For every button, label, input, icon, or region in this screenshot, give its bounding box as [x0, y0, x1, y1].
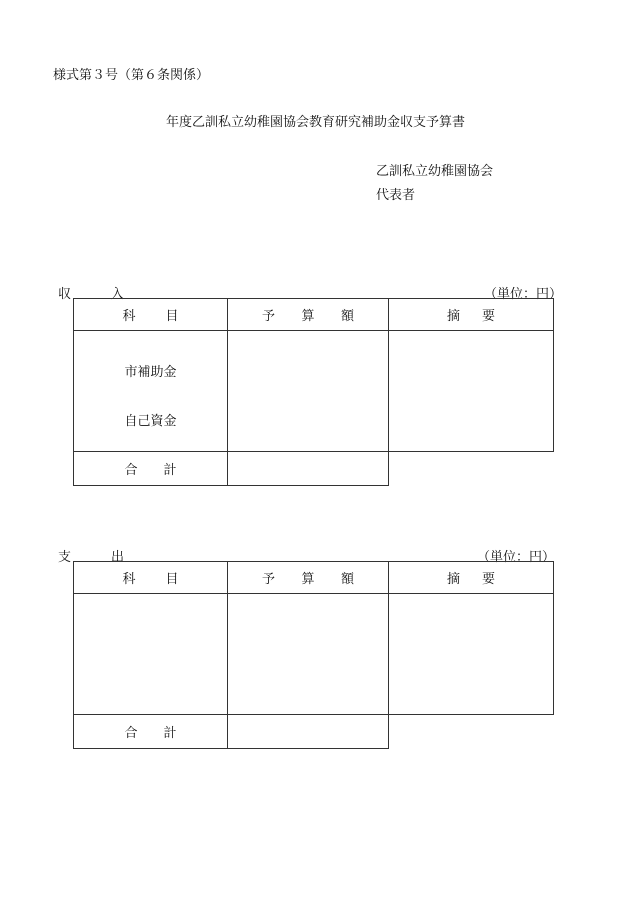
col-header-item [74, 299, 228, 331]
col-header-char: 科 [122, 572, 136, 587]
income-items-cell[interactable] [74, 331, 228, 452]
income-remarks-cell[interactable] [389, 331, 554, 452]
expense-unit-label: （単位：円） [477, 550, 556, 565]
form-number: 様式第３号（第６条関係） [53, 68, 210, 83]
col-header-char: 摘 [447, 309, 461, 324]
empty-cell [389, 452, 554, 486]
empty-cell [389, 715, 554, 749]
col-header-char: 算 [301, 572, 315, 587]
expense-label-char: 出 [110, 550, 124, 565]
income-item: 自己資金 [124, 414, 177, 429]
col-header-char: 摘 [447, 572, 461, 587]
col-header-remarks [389, 299, 554, 331]
col-header-char: 目 [165, 572, 179, 587]
income-total-label [74, 452, 228, 486]
col-header-remarks [389, 562, 554, 594]
income-table [73, 298, 554, 486]
total-char: 計 [163, 463, 177, 478]
col-header-char: 額 [340, 572, 354, 587]
organization-name: 乙訓私立幼稚園協会 [376, 164, 494, 179]
col-header-char: 算 [301, 309, 315, 324]
income-budget-cell[interactable] [228, 331, 389, 452]
income-total-value-cell[interactable] [228, 452, 389, 486]
col-header-char: 予 [262, 309, 276, 324]
document-title: 年度乙訓私立幼稚園協会教育研究補助金収支予算書 [166, 115, 466, 130]
col-header-char: 額 [340, 309, 354, 324]
income-item: 市補助金 [124, 365, 177, 380]
expense-total-value-cell[interactable] [228, 715, 389, 749]
total-char: 合 [124, 463, 138, 478]
expense-budget-cell[interactable] [228, 594, 389, 715]
income-unit-label: （単位：円） [484, 287, 563, 302]
col-header-char: 要 [481, 309, 495, 324]
col-header-char: 科 [122, 309, 136, 324]
expense-items-cell[interactable] [74, 594, 228, 715]
col-header-char: 目 [165, 309, 179, 324]
expense-total-label [74, 715, 228, 749]
income-label-char: 収 [58, 287, 72, 302]
total-char: 計 [163, 726, 177, 741]
col-header-budget [228, 562, 389, 594]
expense-remarks-cell[interactable] [389, 594, 554, 715]
representative-label: 代表者 [376, 188, 416, 203]
col-header-item [74, 562, 228, 594]
col-header-char: 要 [481, 572, 495, 587]
total-char: 合 [124, 726, 138, 741]
expense-label-char: 支 [58, 550, 72, 565]
col-header-budget [228, 299, 389, 331]
income-label-char: 入 [110, 287, 124, 302]
col-header-char: 予 [262, 572, 276, 587]
expense-table [73, 561, 554, 749]
